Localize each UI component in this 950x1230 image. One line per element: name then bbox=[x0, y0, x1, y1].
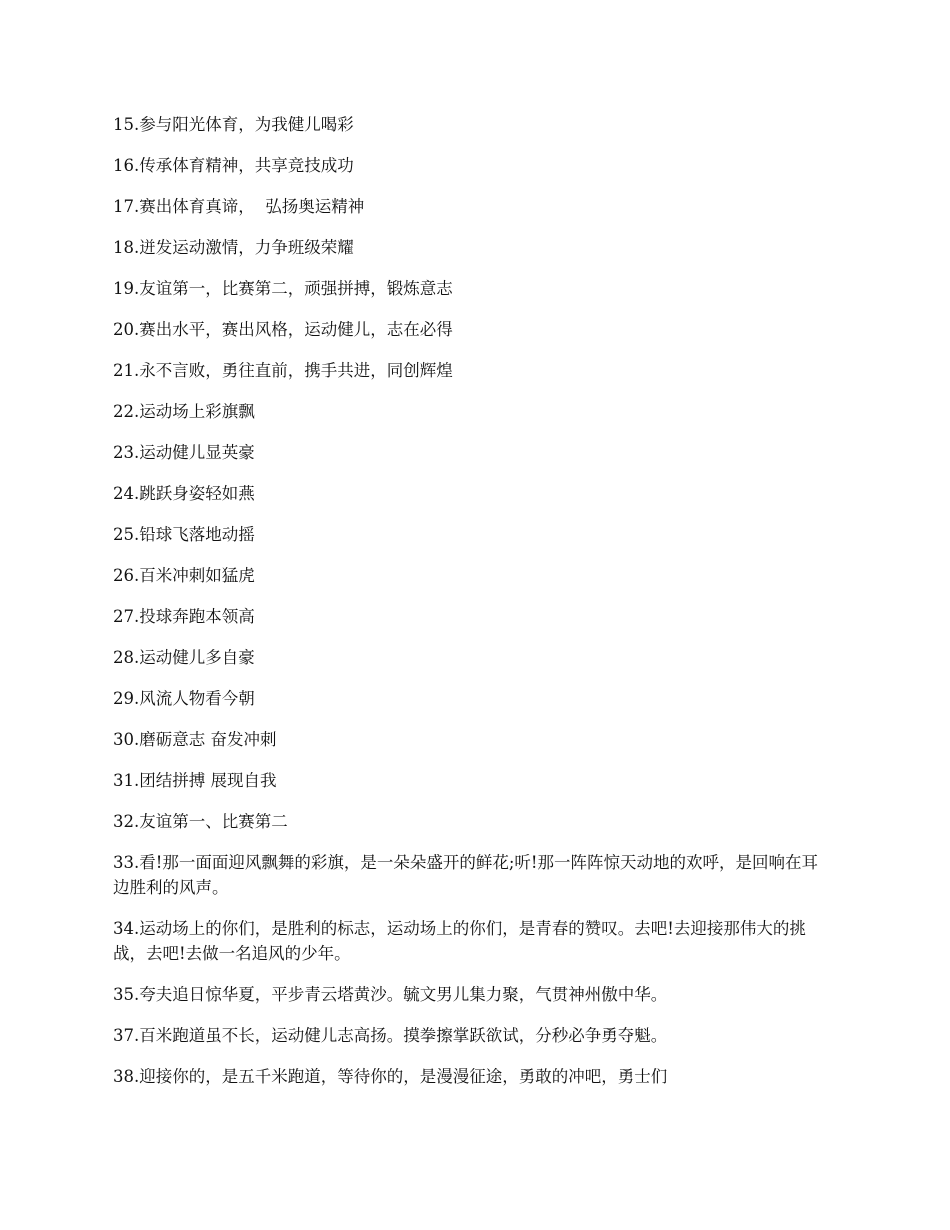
slogan-line: 38.迎接你的，是五千米跑道，等待你的，是漫漫征途，勇敢的冲吧，勇士们 bbox=[113, 1067, 668, 1086]
slogan-line: 30.磨砺意志 奋发冲刺 bbox=[113, 730, 277, 749]
slogan-line: 29.风流人物看今朝 bbox=[113, 689, 255, 708]
document-body bbox=[113, 112, 833, 1105]
slogan-line: 25.铅球飞落地动摇 bbox=[113, 525, 255, 544]
slogan-line: 37.百米跑道虽不长，运动健儿志高扬。摸拳擦掌跃欲试，分秒必争勇夺魁。 bbox=[113, 1026, 668, 1045]
slogan-line: 15.参与阳光体育，为我健儿喝彩 bbox=[113, 115, 354, 134]
slogan-line: 23.运动健儿显英豪 bbox=[113, 443, 255, 462]
slogan-line: 22.运动场上彩旗飘 bbox=[113, 402, 255, 421]
slogan-paragraph: 34.运动场上的你们，是胜利的标志，运动场上的你们，是青春的赞叹。去吧!去迎接那伟大的挑战，去吧!去做一名追风的少年。 bbox=[113, 919, 806, 963]
slogan-line: 26.百米冲刺如猛虎 bbox=[113, 566, 255, 585]
slogan-line: 28.运动健儿多自豪 bbox=[113, 648, 255, 667]
slogan-line: 20.赛出水平，赛出风格，运动健儿，志在必得 bbox=[113, 320, 453, 339]
slogan-line: 35.夸夫追日惊华夏，平步青云塔黄沙。毓文男儿集力聚，气贯神州傲中华。 bbox=[113, 985, 668, 1004]
slogan-paragraph: 33.看!那一面面迎风飘舞的彩旗，是一朵朵盛开的鲜花;听!那一阵阵惊天动地的欢呼，是回响在耳边胜利的风声。 bbox=[113, 853, 819, 897]
slogan-line: 21.永不言败，勇往直前，携手共进，同创辉煌 bbox=[113, 361, 453, 380]
slogan-line: 31.团结拼搏 展现自我 bbox=[113, 771, 277, 790]
slogan-line: 16.传承体育精神，共享竞技成功 bbox=[113, 156, 354, 175]
slogan-line: 17.赛出体育真谛， 弘扬奥运精神 bbox=[113, 197, 365, 216]
slogan-line: 18.迸发运动激情，力争班级荣耀 bbox=[113, 238, 354, 257]
slogan-line: 32.友谊第一、比赛第二 bbox=[113, 812, 288, 831]
slogan-line: 19.友谊第一，比赛第二，顽强拼搏，锻炼意志 bbox=[113, 279, 453, 298]
slogan-line: 24.跳跃身姿轻如燕 bbox=[113, 484, 255, 503]
slogan-line: 27.投球奔跑本领高 bbox=[113, 607, 255, 626]
